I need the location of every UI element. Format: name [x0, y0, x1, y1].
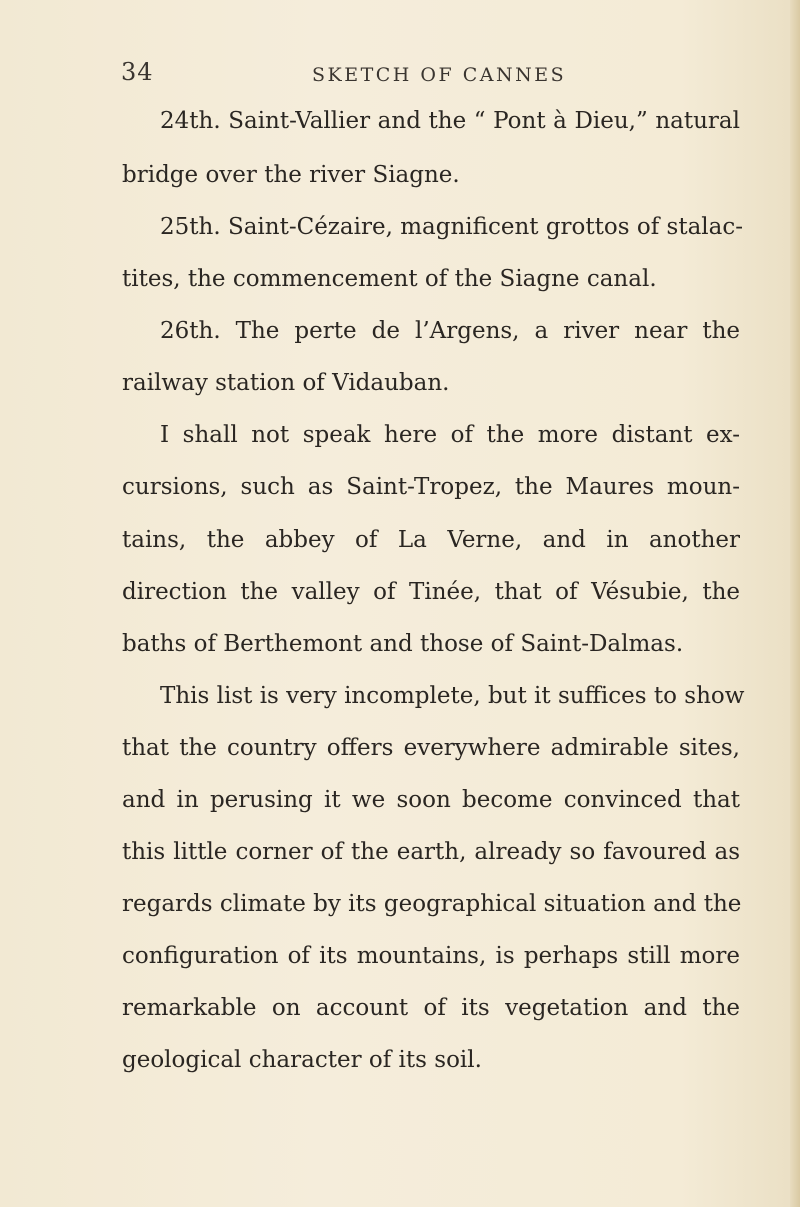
text-line: 26th. The perte de l’Argens, a river near the [160, 318, 740, 344]
running-head: SKETCH OF CANNES [312, 64, 567, 86]
text-line: 25th. Saint-Cézaire, magnificent grottos of stalac- [160, 214, 743, 240]
text-line: bridge over the river Siagne. [122, 162, 460, 188]
text-line: direction the valley of Tinée, that of Vésubie, the [122, 579, 740, 605]
text-line: configuration of its mountains, is perhaps still more [122, 943, 740, 969]
text-line: baths of Berthemont and those of Saint-Dalmas. [122, 631, 684, 657]
text-line: 24th. Saint-Vallier and the “ Pont à Dieu,” natural [160, 108, 740, 134]
text-line: geological character of its soil. [122, 1047, 482, 1073]
text-line: and in perusing it we soon become convinced that [122, 787, 740, 813]
text-line: cursions, such as Saint-Tropez, the Maures moun- [122, 474, 740, 500]
text-line: that the country offers everywhere admirable sites, [122, 735, 740, 761]
text-line: tains, the abbey of La Verne, and in another [122, 527, 740, 553]
page-number: 34 [121, 58, 154, 86]
text-line: remarkable on account of its vegetation and the [122, 995, 740, 1021]
text-line: I shall not speak here of the more distant ex- [160, 422, 740, 448]
text-line: regards climate by its geographical situation and the [122, 891, 742, 917]
text-line: tites, the commencement of the Siagne canal. [122, 266, 657, 292]
page-edge [790, 0, 800, 1207]
text-line: this little corner of the earth, already so favoured as [122, 839, 740, 865]
text-line: railway station of Vidauban. [122, 370, 450, 396]
text-line: This list is very incomplete, but it suffices to show [160, 683, 745, 709]
